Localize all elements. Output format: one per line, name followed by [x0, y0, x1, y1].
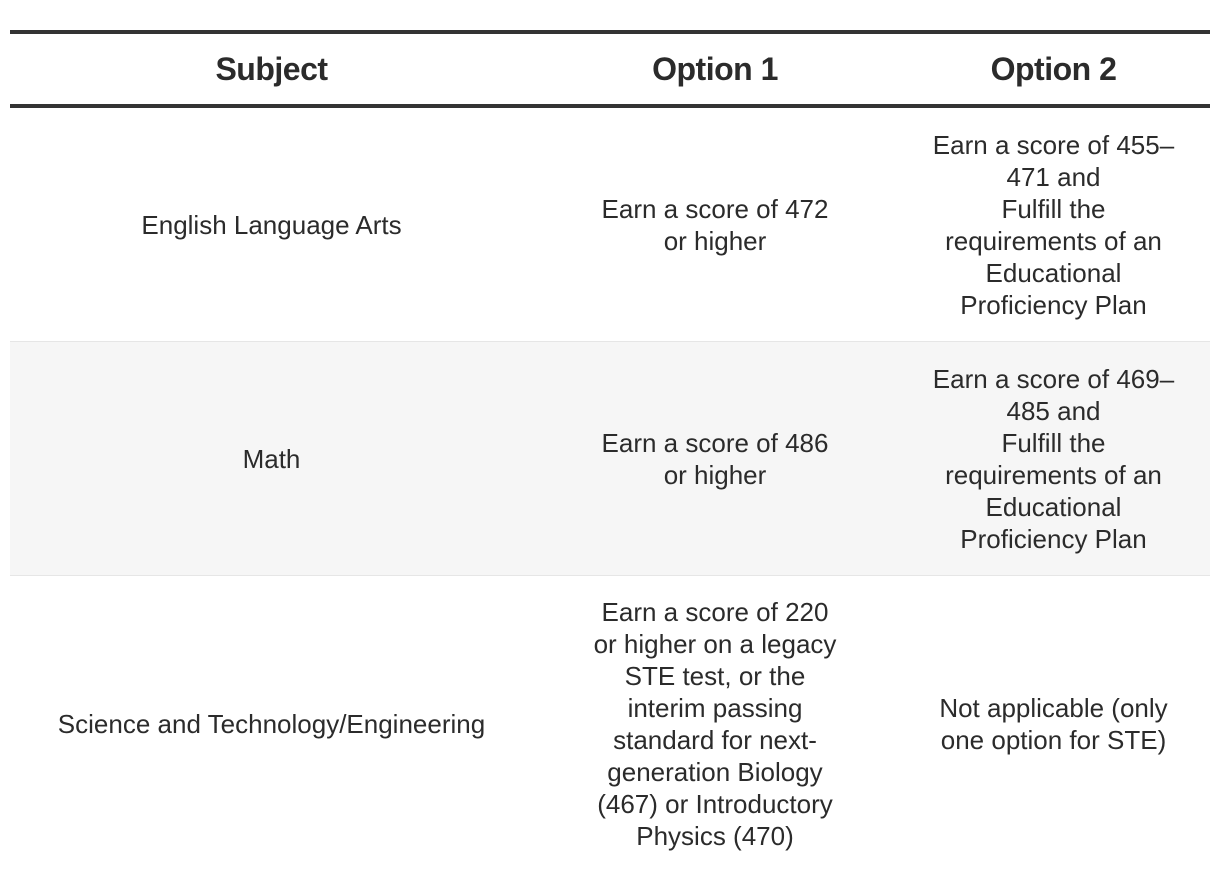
option-2-line: Earn a score of 469–	[932, 363, 1175, 394]
option-2-line: requirements of an	[945, 459, 1162, 490]
table-row	[10, 106, 1210, 342]
option-1-line: or higher	[663, 225, 767, 256]
option-1-cell	[533, 106, 897, 342]
option-1-cell	[533, 576, 897, 873]
option-1-line: (467) or Introductory	[597, 789, 833, 819]
option-2-line: Proficiency Plan	[960, 289, 1147, 320]
requirements-table-container	[10, 30, 1210, 872]
option-2-line: Fulfill the	[1001, 427, 1106, 458]
option-1-line: Earn a score of 486	[601, 427, 829, 458]
option-1-line: Earn a score of 472	[601, 193, 829, 224]
option-2-line: Educational	[985, 491, 1122, 522]
subject-cell: Science and Technology/Engineering	[57, 709, 486, 739]
option-1-cell	[533, 342, 897, 576]
table-header-row	[10, 32, 1210, 106]
option-1-line: STE test, or the	[624, 661, 806, 691]
option-1-line: Physics (470)	[636, 821, 794, 851]
requirements-table	[10, 30, 1210, 872]
option-2-line: Educational	[985, 257, 1122, 288]
option-2-cell	[897, 106, 1210, 342]
option-2-line: one option for STE)	[940, 725, 1167, 755]
option-2-cell	[897, 342, 1210, 576]
option-1-line: generation Biology	[607, 757, 823, 787]
option-2-line: Not applicable (only	[939, 693, 1168, 723]
option-2-line: Proficiency Plan	[960, 523, 1147, 554]
table-row	[10, 576, 1210, 873]
option-1-line: or higher	[663, 459, 767, 490]
header-option-2: Option 2	[897, 32, 1210, 106]
subject-cell: English Language Arts	[10, 106, 533, 342]
option-1-line: Earn a score of 220	[601, 597, 829, 627]
header-subject: Subject	[10, 32, 533, 106]
option-2-line: Fulfill the	[1001, 193, 1106, 224]
subject-cell: Math	[10, 342, 533, 576]
option-2-line: Earn a score of 455–	[932, 129, 1175, 160]
option-1-line: or higher on a legacy	[593, 629, 837, 659]
option-1-line: standard for next-	[613, 725, 817, 755]
table-row	[10, 342, 1210, 576]
option-2-cell	[897, 576, 1210, 873]
option-2-line: 485 and	[1006, 395, 1101, 426]
option-2-line: requirements of an	[945, 225, 1162, 256]
option-1-line: interim passing	[627, 693, 803, 723]
header-option-1: Option 1	[533, 32, 897, 106]
option-2-line: 471 and	[1006, 161, 1101, 192]
